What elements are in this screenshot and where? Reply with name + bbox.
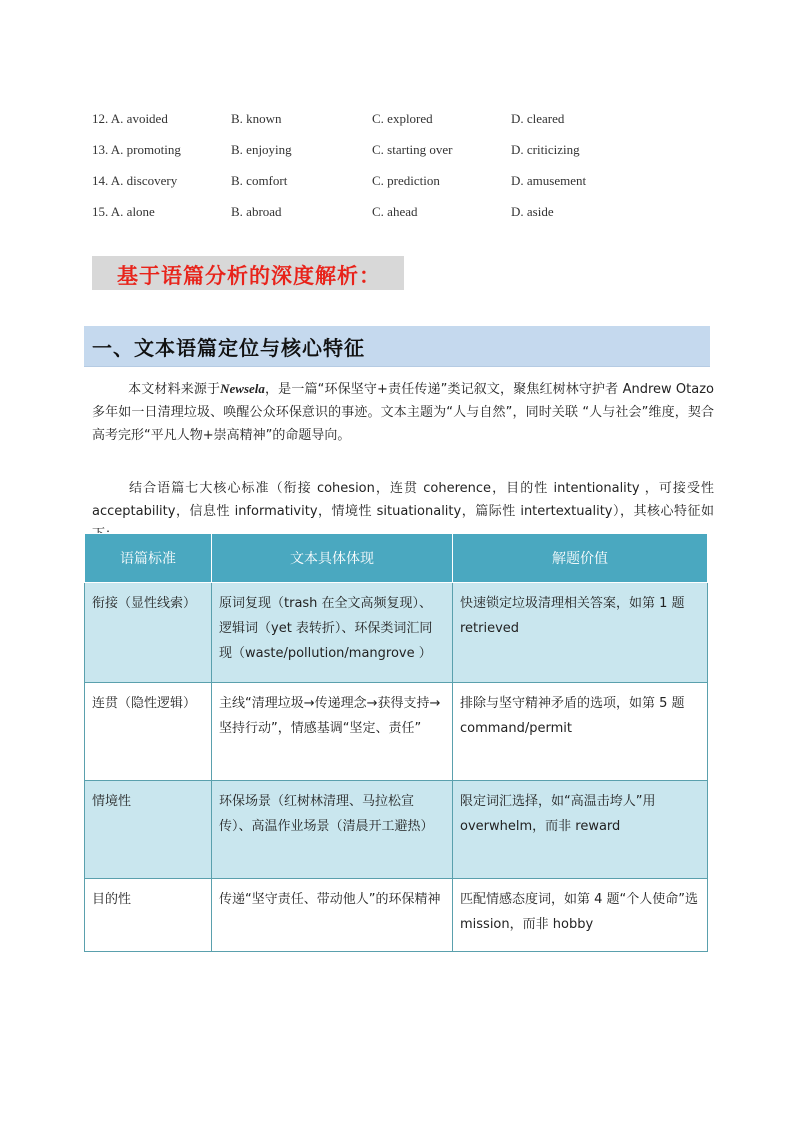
option-a: 12. A. avoided bbox=[92, 110, 168, 126]
option-row bbox=[92, 165, 652, 196]
option-c: C. ahead bbox=[372, 203, 418, 219]
table-row bbox=[85, 781, 708, 879]
table-cell: 排除与坚守精神矛盾的选项，如第 5 题 command/permit bbox=[453, 683, 708, 781]
intro-paragraph bbox=[92, 377, 714, 447]
source-name: Newsela bbox=[220, 381, 265, 396]
option-row bbox=[92, 103, 652, 134]
table-row bbox=[85, 683, 708, 781]
option-c: C. prediction bbox=[372, 172, 440, 188]
table-cell: 目的性 bbox=[85, 879, 212, 952]
analysis-table bbox=[84, 533, 708, 952]
option-c: C. explored bbox=[372, 110, 433, 126]
table-cell: 情境性 bbox=[85, 781, 212, 879]
table-cell: 连贯（隐性逻辑） bbox=[85, 683, 212, 781]
table-cell: 主线“清理垃圾→传递理念→获得支持→坚持行动”，情感基调“坚定、责任” bbox=[212, 683, 453, 781]
para1-after: ，是一篇“环保坚守+责任传递”类记叙文，聚焦红树林守护者 Andrew Otazo 多年如一日清理垃圾、唤醒公众环保意识的事迹。文本主题为“人与自然”，同时关联 “人与社会”维度，契合高考完形“平凡人物+崇高精神”的命题导向。 bbox=[92, 382, 714, 443]
table-row bbox=[85, 583, 708, 683]
table-cell: 环保场景（红树林清理、马拉松宣传）、高温作业场景（清晨开工避热） bbox=[212, 781, 453, 879]
option-d: D. cleared bbox=[511, 110, 565, 126]
option-row bbox=[92, 196, 652, 227]
para2-text: 结合语篇七大核心标准（衔接 cohesion，连贯 coherence，目的性 intentionality ，可接受性 acceptability，信息性 informativity，情境性 situationality，篇际性 intertextuality），其核心特征如 bbox=[92, 481, 714, 519]
table-cell: 限定词汇选择，如“高温击垮人”用 overwhelm，而非 reward bbox=[453, 781, 708, 879]
option-b: B. enjoying bbox=[231, 141, 292, 157]
section-heading-text: 一、文本语篇定位与核心特征 bbox=[92, 336, 365, 360]
para1-before: 本文材料来源于 bbox=[128, 382, 221, 397]
option-d: D. aside bbox=[511, 203, 554, 219]
table-header: 文本具体体现 bbox=[212, 534, 453, 583]
table-header: 语篇标准 bbox=[85, 534, 212, 583]
table-cell: 衔接（显性线索） bbox=[85, 583, 212, 683]
option-a: 15. A. alone bbox=[92, 203, 155, 219]
option-b: B. comfort bbox=[231, 172, 288, 188]
option-a: 14. A. discovery bbox=[92, 172, 178, 188]
analysis-heading bbox=[92, 256, 404, 290]
table-header: 解题价值 bbox=[453, 534, 708, 583]
option-a: 13. A. promoting bbox=[92, 141, 181, 157]
option-d: D. amusement bbox=[511, 172, 587, 188]
option-row bbox=[92, 134, 652, 165]
section-heading bbox=[84, 326, 710, 367]
table-cell: 匹配情感态度词，如第 4 题“个人使命”选 mission，而非 hobby bbox=[453, 879, 708, 952]
table-header-row bbox=[85, 534, 708, 583]
analysis-heading-text: 基于语篇分析的深度解析： bbox=[117, 264, 381, 288]
answer-options bbox=[92, 103, 652, 227]
option-c: C. starting over bbox=[372, 141, 453, 157]
option-b: B. abroad bbox=[231, 203, 282, 219]
table-cell: 传递“坚守责任、带动他人”的环保精神 bbox=[212, 879, 453, 952]
option-b: B. known bbox=[231, 110, 282, 126]
table-row bbox=[85, 879, 708, 952]
table-cell: 原词复现（trash 在全文高频复现）、逻辑词（yet 表转折）、环保类词汇同现（waste/pollution/mangrove ） bbox=[212, 583, 453, 683]
option-d: D. criticizing bbox=[511, 141, 580, 157]
table-cell: 快速锁定垃圾清理相关答案，如第 1 题 retrieved bbox=[453, 583, 708, 683]
